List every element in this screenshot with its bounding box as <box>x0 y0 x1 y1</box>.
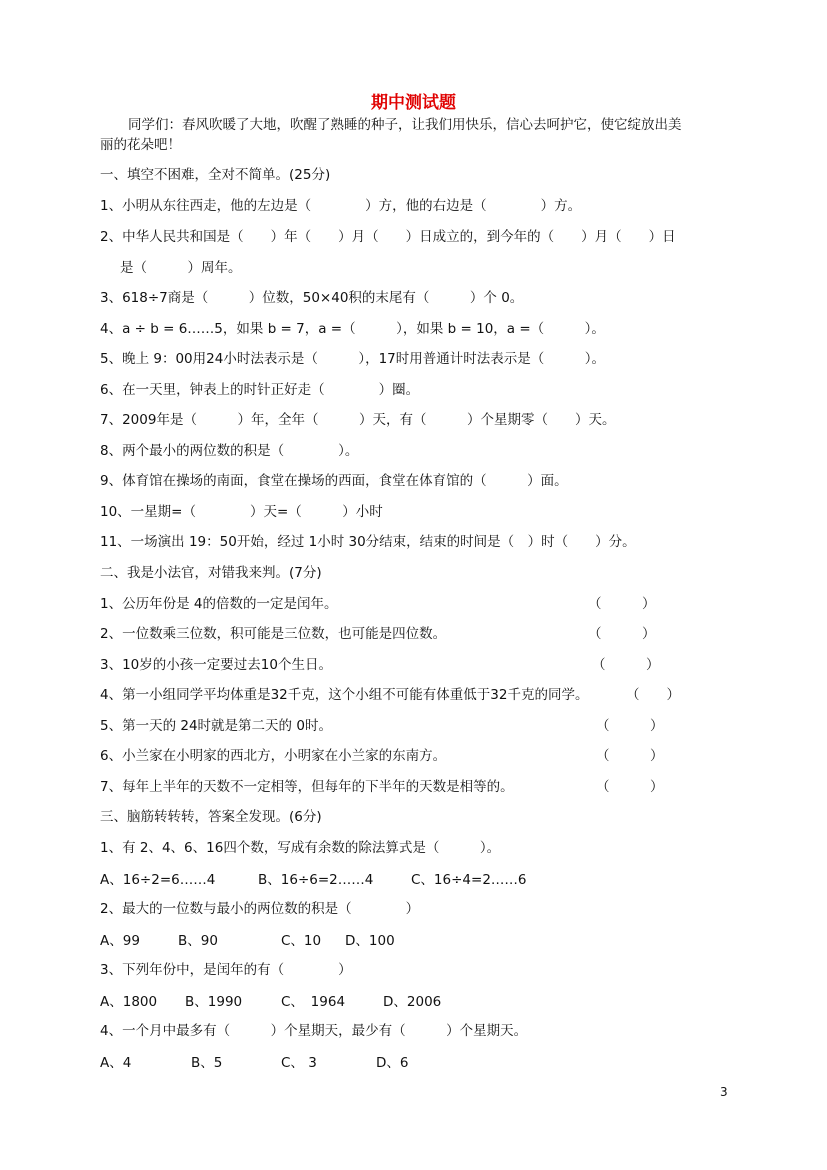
s3-q3-option-a: A、1800 <box>100 994 158 1010</box>
s1-item-1: 1、小明从东往西走，他的左边是（ ）方，他的右边是（ ）方。 <box>100 198 582 214</box>
s3-q1-option-b: B、16÷6=2……4 <box>258 872 374 888</box>
s3-q1-option-c: C、16÷4=2……6 <box>411 872 527 888</box>
s3-question-3: 3、下列年份中，是闰年的有（ ） <box>100 962 352 978</box>
s3-q2-option-c: C、10 <box>281 933 322 949</box>
s2-item-1: 1、公历年份是 4的倍数的一定是闰年。 <box>100 596 338 612</box>
s1-item-2: 2、中华人民共和国是（ ）年（ ）月（ ）日成立的，到今年的（ ）月（ ）日 <box>100 229 676 245</box>
section1-heading: 一、填空不困难，全对不简单。(25分) <box>100 167 331 183</box>
s2-mark-2: （ ） <box>588 626 656 642</box>
s2-mark-5: （ ） <box>596 718 664 734</box>
s1-item-2-cont: 是（ ）周年。 <box>120 260 242 276</box>
s2-mark-6: （ ） <box>596 748 664 764</box>
s3-q2-option-b: B、90 <box>178 933 218 949</box>
s1-item-11: 11、一场演出 19：50开始，经过 1小时 30分结束，结束的时间是（ ）时（ ）分。 <box>100 534 636 550</box>
s2-item-7: 7、每年上半年的天数不一定相等，但每年的下半年的天数是相等的。 <box>100 779 514 795</box>
s2-item-5: 5、第一天的 24时就是第二天的 0时。 <box>100 718 332 734</box>
s3-question-4: 4、一个月中最多有（ ）个星期天，最少有（ ）个星期天。 <box>100 1023 528 1039</box>
s3-q1-option-a: A、16÷2=6……4 <box>100 872 216 888</box>
s1-item-6: 6、在一天里，钟表上的时针正好走（ ）圈。 <box>100 382 420 398</box>
s2-item-6: 6、小兰家在小明家的西北方，小明家在小兰家的东南方。 <box>100 748 447 764</box>
s1-item-10: 10、一星期=（ ）天=（ ）小时 <box>100 504 383 520</box>
s2-mark-4: （ ） <box>626 687 680 703</box>
s1-item-3: 3、618÷7商是（ ）位数，50×40积的末尾有（ ）个 0。 <box>100 290 524 306</box>
s3-q4-option-a: A、4 <box>100 1055 132 1071</box>
s1-item-7: 7、2009年是（ ）年，全年（ ）天，有（ ）个星期零（ ）天。 <box>100 412 616 428</box>
s3-q4-option-d: D、6 <box>376 1055 409 1071</box>
section2-heading: 二、我是小法官，对错我来判。(7分) <box>100 565 322 581</box>
s3-q3-option-c: C、 1964 <box>281 994 346 1010</box>
s3-q3-option-b: B、1990 <box>185 994 243 1010</box>
s1-item-4: 4、a ÷ b = 6……5，如果 b = 7，a =（ ），如果 b = 10，a =（ ）。 <box>100 321 605 337</box>
page-number: 3 <box>720 1085 728 1099</box>
page-title: 期中测试题 <box>371 93 456 113</box>
s2-item-3: 3、10岁的小孩一定要过去10个生日。 <box>100 657 332 673</box>
intro-line-1: 同学们：春风吹暖了大地，吹醒了熟睡的种子，让我们用快乐，信心去呵护它，使它绽放出美 <box>128 117 682 133</box>
s1-item-9: 9、体育馆在操场的南面，食堂在操场的西面，食堂在体育馆的（ ）面。 <box>100 473 568 489</box>
section3-heading: 三、脑筋转转转，答案全发现。(6分) <box>100 809 322 825</box>
s2-mark-7: （ ） <box>596 779 664 795</box>
s3-q4-option-c: C、 3 <box>281 1055 317 1071</box>
s3-q2-option-a: A、99 <box>100 933 140 949</box>
s2-mark-3: （ ） <box>592 657 660 673</box>
s3-q2-option-d: D、100 <box>345 933 395 949</box>
s3-question-1: 1、有 2、4、6、16四个数，写成有余数的除法算式是（ ）。 <box>100 840 501 856</box>
s2-item-2: 2、一位数乘三位数，积可能是三位数，也可能是四位数。 <box>100 626 447 642</box>
intro-line-2: 丽的花朵吧！ <box>100 137 181 153</box>
s1-item-8: 8、两个最小的两位数的积是（ ）。 <box>100 443 359 459</box>
s1-item-5: 5、晚上 9：00用24小时法表示是（ ），17时用普通计时法表示是（ ）。 <box>100 351 606 367</box>
s3-q4-option-b: B、5 <box>191 1055 223 1071</box>
s2-item-4: 4、第一小组同学平均体重是32千克，这个小组不可能有体重低于32千克的同学。 <box>100 687 589 703</box>
s2-mark-1: （ ） <box>588 596 656 612</box>
s3-q3-option-d: D、2006 <box>383 994 442 1010</box>
s3-question-2: 2、最大的一位数与最小的两位数的积是（ ） <box>100 901 420 917</box>
